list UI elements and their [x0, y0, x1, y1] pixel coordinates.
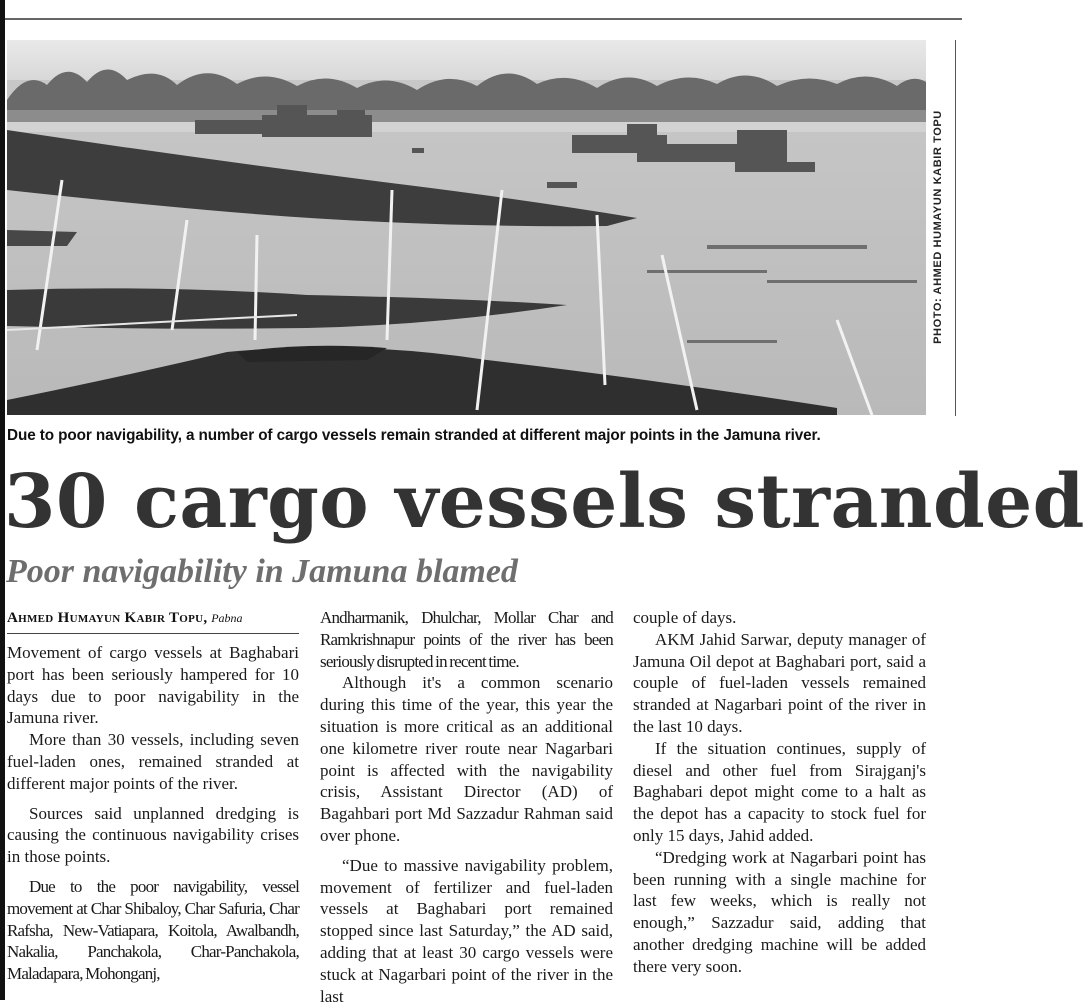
- paragraph: Sources said unplanned dredging is causing the continuous navigability crises in those points.: [7, 803, 299, 867]
- article-column-1: [7, 642, 299, 985]
- paragraph: If the situation continues, supply of diesel and other fuel from Sirajganj's Baghabari depot might come to a halt as the depot has a capacity to stock fuel for only 15 days, Jahid added.: [633, 738, 926, 845]
- photo-credit-rule: [955, 40, 956, 416]
- paragraph: couple of days.: [633, 608, 737, 627]
- paragraph: Although it's a common scenario during this time of the year, this year the situation is more critical as an additional one kilometre river route near Nagarbari point is affected with the navigability crisis, Assistant Director (AD) of Bagahbari port Md Sazzadur Rahman said over phone.: [320, 673, 613, 845]
- byline: [7, 608, 299, 628]
- subheadline: Poor navigability in Jamuna blamed: [6, 553, 518, 590]
- photo-credit: PHOTO: AHMED HUMAYUN KABIR TOPU: [932, 110, 944, 344]
- byline-rule: [7, 633, 299, 634]
- paragraph: Movement of cargo vessels at Baghabari port has been seriously hampered for 10 days due to poor navigability in the Jamuna river.: [7, 643, 299, 728]
- headline: 30 cargo vessels stranded: [4, 459, 1085, 545]
- paragraph: “Due to massive navigability problem, movement of fertilizer and fuel-laden vessels at Baghabari port remained stopped since last Saturday,” the AD said, adding that at least 30 cargo vessels were stuck at Nagarbari point of the river in the last: [320, 855, 613, 1006]
- top-rule: [5, 18, 962, 20]
- byline-author: Ahmed Humayun Kabir Topu,: [7, 610, 208, 626]
- paragraph: AKM Jahid Sarwar, deputy manager of Jamuna Oil depot at Baghabari port, said a couple of fuel-laden vessels remained stranded at Nagarbari point of the river in the last 10 days.: [633, 629, 926, 736]
- paragraph: More than 30 vessels, including seven fuel-laden ones, remained stranded at different major points of the river.: [7, 730, 299, 793]
- paragraph: “Dredging work at Nagarbari point has been running with a single machine for last few weeks, which is really not enough,” Sazzadur said, adding that another dredging machine will be added there very soon.: [633, 847, 926, 976]
- byline-location: Pabna: [211, 611, 243, 625]
- photo-caption: Due to poor navigability, a number of cargo vessels remain stranded at different major points in the Jamuna river.: [7, 427, 821, 444]
- article-column-2: [320, 607, 613, 1007]
- river-photo-illustration: [7, 40, 926, 415]
- article-column-3: [633, 607, 926, 978]
- paragraph: Andharmanik, Dhulchar, Mollar Char and Ramkrishnapur points of the river has been seriously disrupted in recent time.: [320, 608, 613, 671]
- paragraph: Due to the poor navigability, vessel movement at Char Shibaloy, Char Safuria, Char Rafsha, New-Vatiapara, Koitola, Awalbandh, Nakalia, Panchakola, Char-Panchakola, Maladapara, Mohonganj,: [7, 876, 299, 984]
- news-photo: [7, 40, 926, 415]
